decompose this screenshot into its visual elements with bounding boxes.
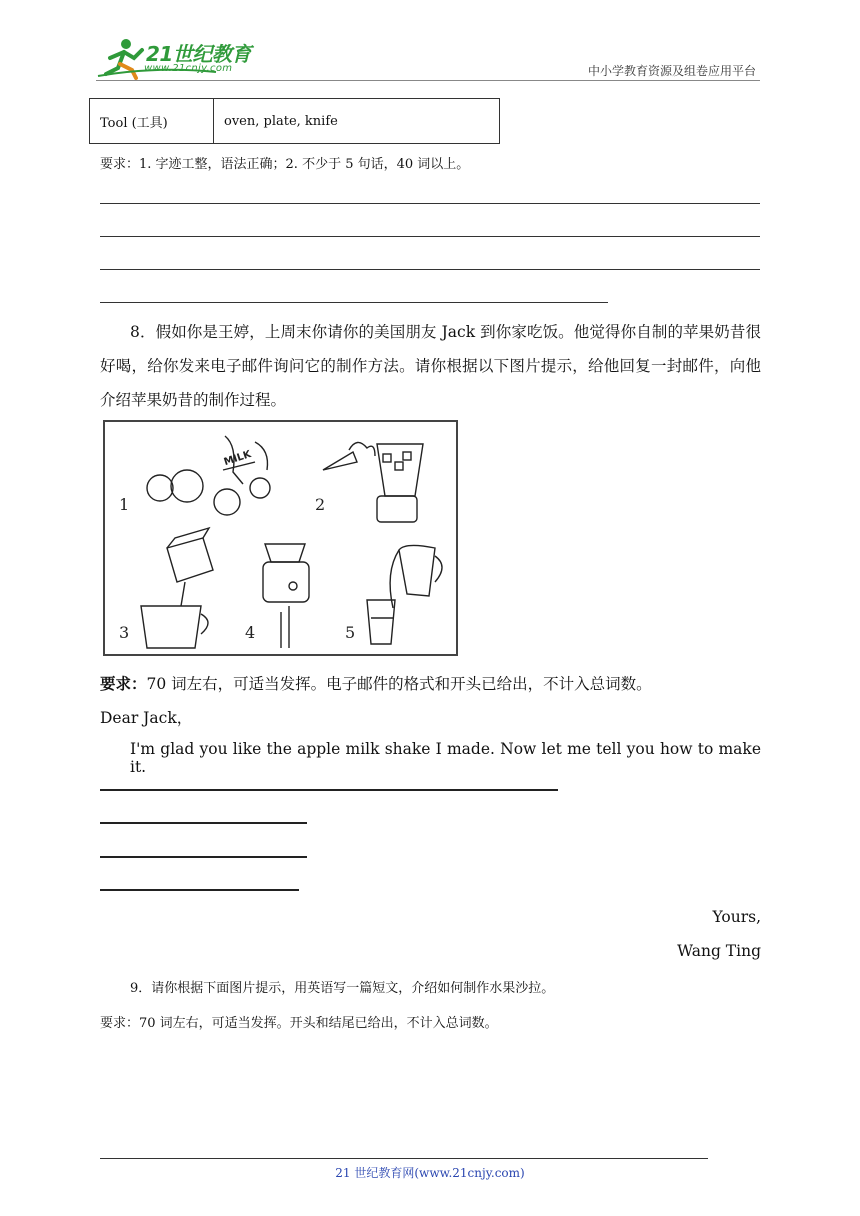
- writing-line: [100, 236, 760, 237]
- email-opening: I'm glad you like the apple milk shake I made. Now let me tell you how to make it.: [130, 740, 761, 776]
- tool-value-cell: oven, plate, knife: [214, 99, 500, 144]
- q8-requirement-text: 70 词左右，可适当发挥。电子邮件的格式和开头已给出，不计入总词数。: [146, 675, 652, 693]
- q9-requirement: 要求：70 词左右，可适当发挥。开头和结尾已给出，不计入总词数。: [100, 1016, 498, 1031]
- header-divider: [96, 80, 760, 81]
- q8-requirement-label: 要求：: [100, 674, 147, 693]
- q8-requirement: [100, 672, 652, 694]
- writing-line: [100, 789, 558, 791]
- writing-line: [100, 302, 608, 303]
- q9-prompt: 9．请你根据下面图片提示，用英语写一篇短文，介绍如何制作水果沙拉。: [130, 981, 555, 996]
- milk-carton-label: MILK: [222, 449, 253, 469]
- writing-line: [100, 269, 760, 270]
- writing-line: [100, 822, 307, 824]
- email-closing: Yours,: [712, 908, 761, 926]
- figure-number: 1: [119, 495, 130, 514]
- milkshake-steps-illustration: [105, 422, 456, 654]
- email-salutation: Dear Jack，: [100, 709, 193, 727]
- q7-requirement: 要求：1. 字迹工整，语法正确；2. 不少于 5 句话，40 词以上。: [100, 157, 470, 172]
- footer-divider: [100, 1158, 708, 1159]
- milkshake-steps-figure: [103, 420, 458, 656]
- figure-number: 4: [245, 623, 256, 642]
- figure-number: 2: [315, 495, 326, 514]
- email-signature: Wang Ting: [677, 942, 761, 960]
- writing-line: [100, 889, 299, 891]
- logo-text: 21世纪教育: [146, 42, 251, 66]
- writing-line: [100, 203, 760, 204]
- table-row: [90, 99, 500, 144]
- q8-prompt: 8．假如你是王婷，上周末你请你的美国朋友 Jack 到你家吃饭。他觉得你自制的苹果奶昔很好喝，给你发来电子邮件询问它的制作方法。请你根据以下图片提示，给他回复一封邮件，向他介绍苹果奶昔的制作过程。: [100, 323, 761, 409]
- tool-table: [89, 98, 500, 144]
- header-platform-text: 中小学教育资源及组卷应用平台: [587, 64, 756, 78]
- tool-label-cell: Tool (工具): [90, 99, 214, 144]
- figure-number: 3: [119, 623, 130, 642]
- figure-number: 5: [345, 623, 356, 642]
- logo-url: www.21cnjy.com: [144, 63, 233, 74]
- writing-line: [100, 856, 307, 858]
- footer-text: 21 世纪教育网(www.21cnjy.com): [335, 1166, 525, 1180]
